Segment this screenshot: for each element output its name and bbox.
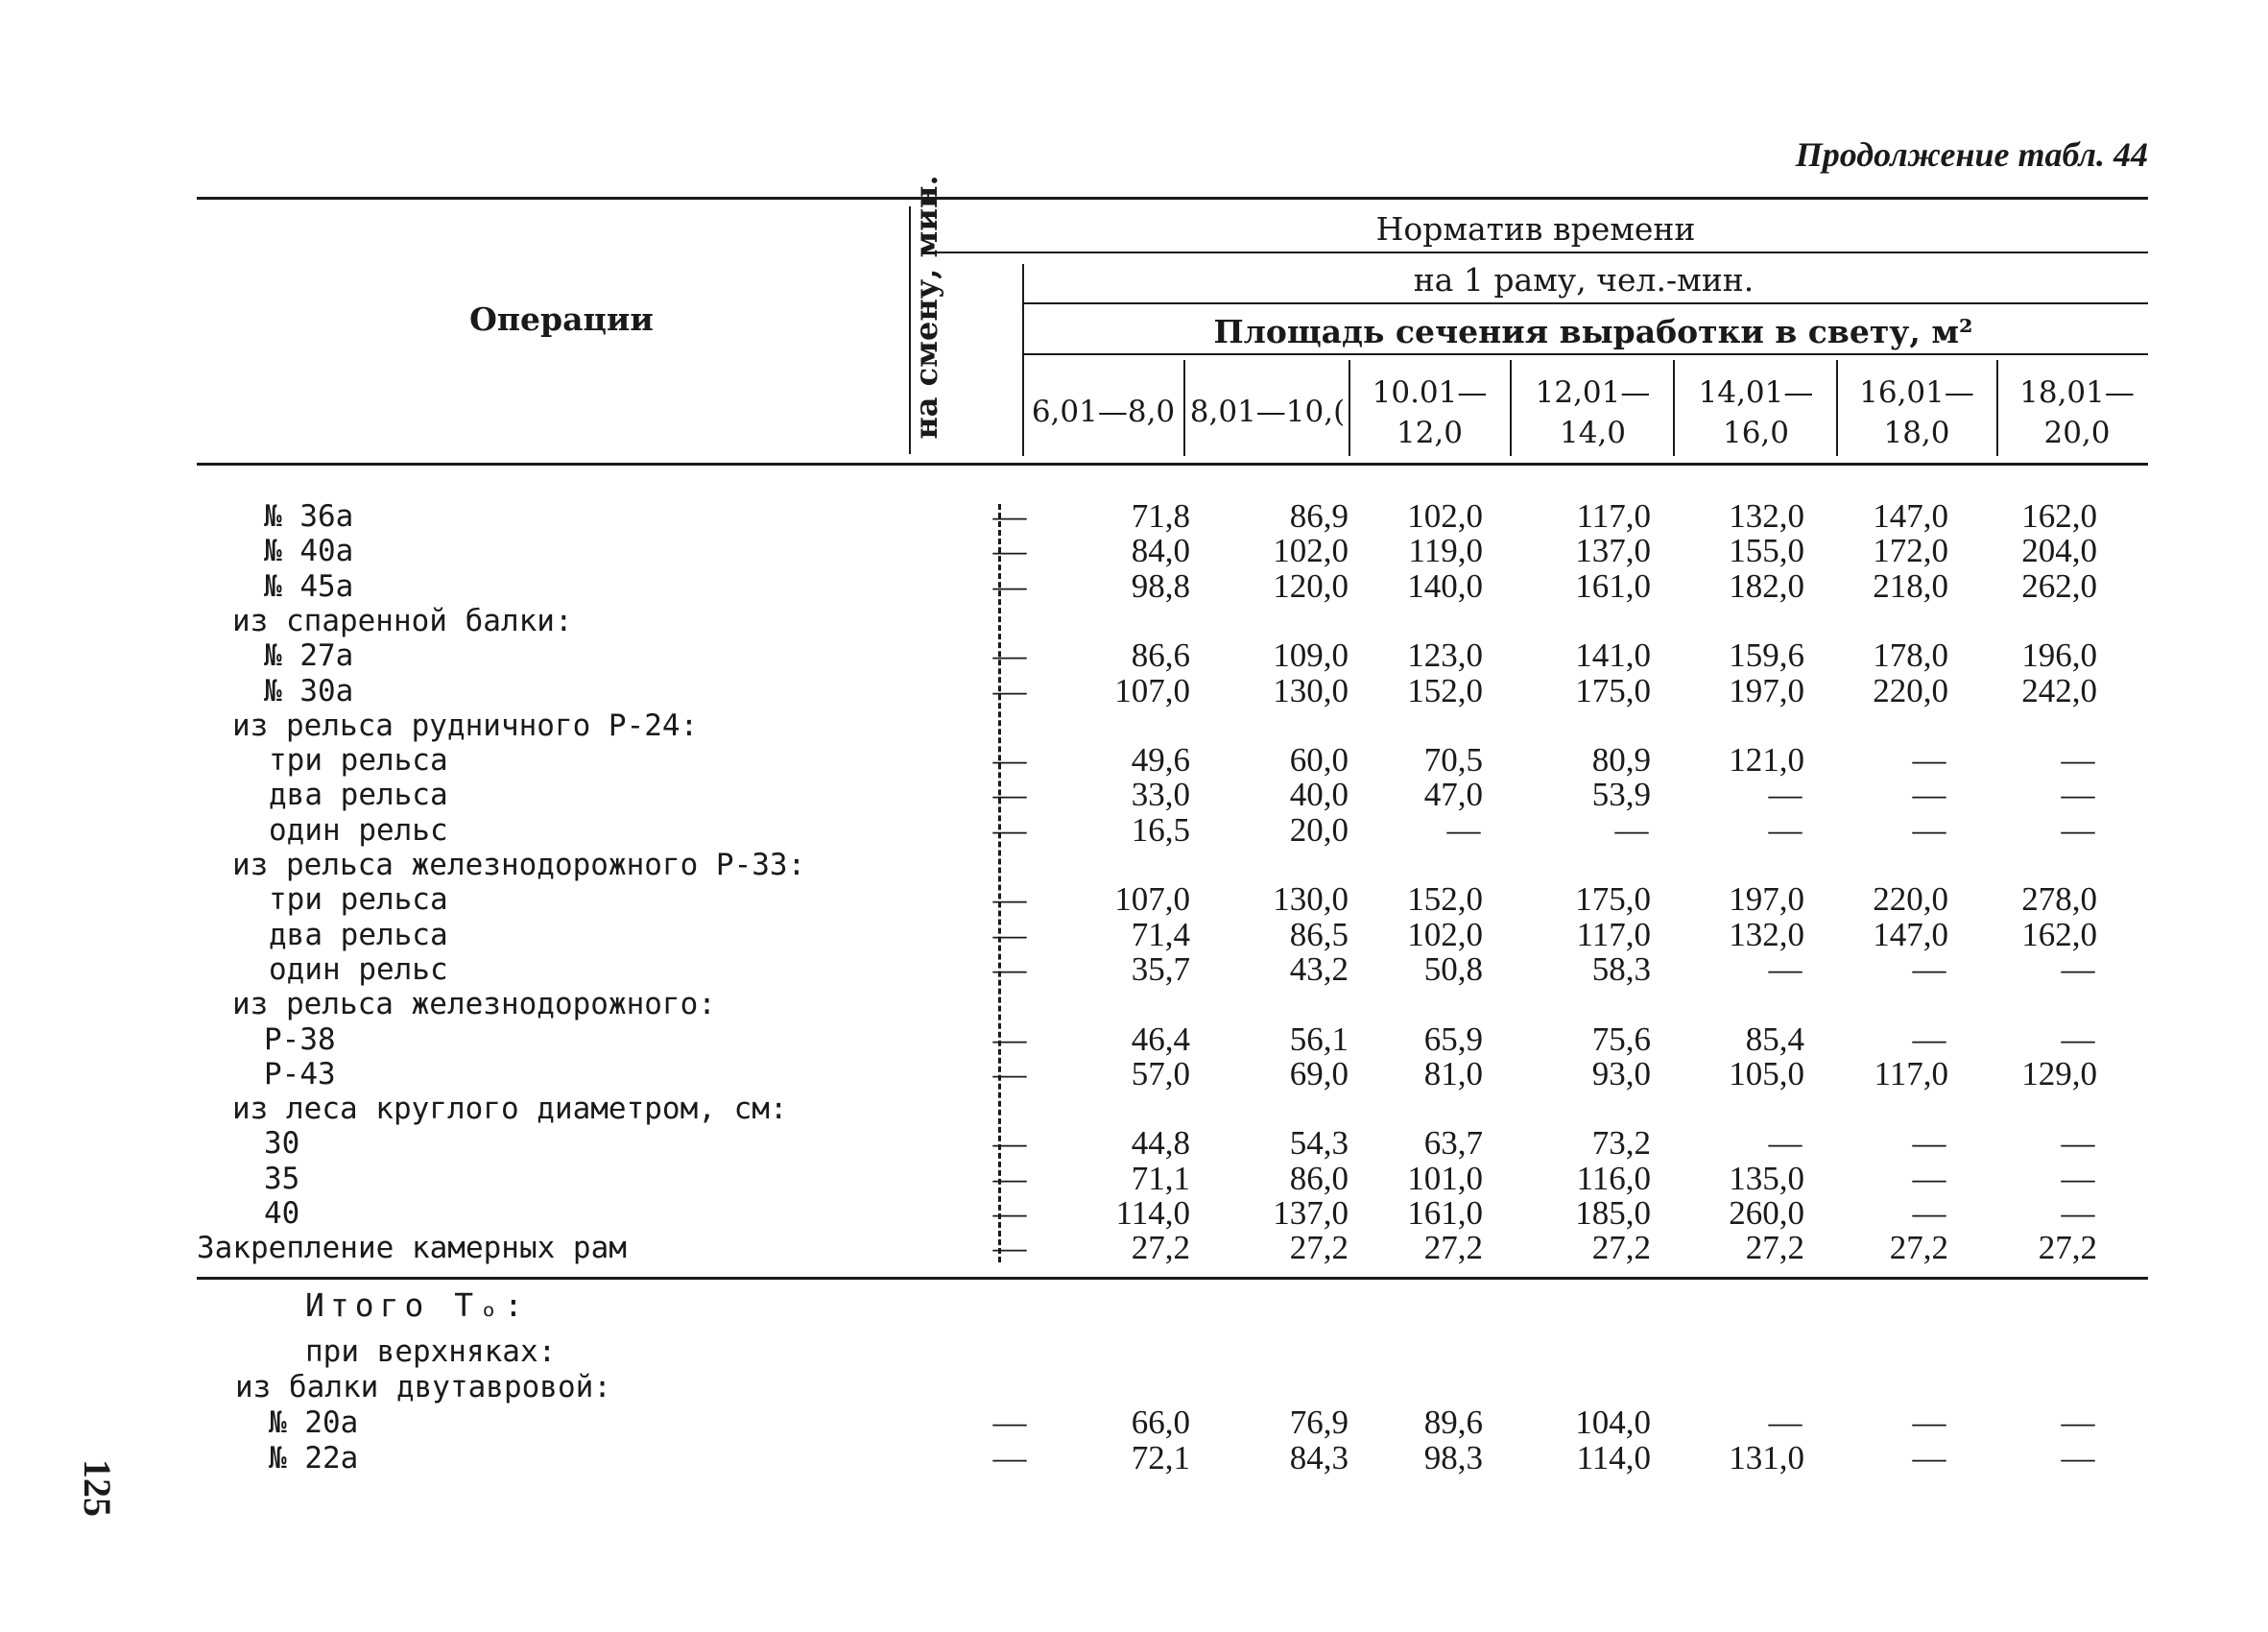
cell-value: 204,0	[2021, 532, 2097, 570]
cell-value: 130,0	[1273, 880, 1349, 919]
cell-value: 161,0	[1575, 566, 1651, 605]
header-divider-c4	[1673, 360, 1675, 456]
cell-value: —	[1912, 1438, 1946, 1476]
row-label: три рельса	[269, 743, 448, 779]
cell-value: 75,6	[1591, 1020, 1651, 1058]
table-row	[0, 638, 2268, 673]
cell-value: 84,3	[1289, 1438, 1349, 1476]
column-header-line-2: 18,0	[1883, 416, 1950, 450]
totals-title-text: Итого Tₒ:	[305, 1286, 529, 1324]
cell-value: 102,0	[1273, 532, 1349, 570]
row-label: Р-38	[264, 1021, 336, 1057]
totals-subheading-2	[0, 1370, 2268, 1404]
column-header-line-2: 12,0	[1396, 416, 1464, 450]
cell-value: —	[1614, 810, 1649, 849]
column-header-1	[1025, 392, 1182, 432]
cell-value: 69,0	[1289, 1054, 1349, 1092]
cell-value: 117,0	[1576, 915, 1651, 953]
cell-value: 123,0	[1407, 636, 1483, 675]
cell-value: 27,2	[1889, 1229, 1948, 1267]
cell-value: 101,0	[1407, 1159, 1483, 1197]
cell-value: 220,0	[1873, 880, 1948, 919]
cell-value: 80,9	[1591, 741, 1651, 780]
per-shift-value: —	[992, 1194, 1027, 1232]
cell-value: —	[1912, 1404, 1946, 1441]
row-label: из рельса железнодорожного Р-33:	[232, 848, 806, 882]
cell-value: 85,4	[1745, 1020, 1804, 1058]
cell-value: 159,6	[1729, 636, 1804, 675]
cell-value: —	[1768, 949, 1802, 988]
header-time-norm: Норматив времени	[1375, 210, 1696, 248]
per-shift-value: —	[992, 776, 1027, 814]
cell-value: 137,0	[1575, 532, 1651, 570]
cell-value: 63,7	[1423, 1124, 1483, 1163]
row-label: 35	[264, 1161, 300, 1196]
cell-value: —	[2061, 1124, 2095, 1163]
row-label: три рельса	[269, 882, 448, 918]
row-label: из рельса железнодорожного:	[232, 987, 716, 1022]
cell-value: 20,0	[1289, 810, 1349, 849]
cell-value: 102,0	[1407, 915, 1483, 953]
cell-value: —	[2061, 1159, 2095, 1197]
cell-value: —	[2061, 1194, 2095, 1232]
column-header-5	[1678, 372, 1834, 453]
cell-value: 46,4	[1131, 1020, 1190, 1058]
cell-value: 178,0	[1873, 636, 1948, 675]
cell-value: 72,1	[1131, 1438, 1190, 1476]
group-heading	[0, 848, 2268, 882]
per-shift-value: —	[992, 741, 1027, 780]
table-row	[0, 949, 2268, 988]
cell-value: 117,0	[1576, 497, 1651, 535]
cell-value: 140,0	[1407, 566, 1483, 605]
cell-value: 58,3	[1591, 949, 1651, 988]
row-label: № 40а	[264, 534, 354, 569]
group-heading	[0, 604, 2268, 638]
cell-value: 27,2	[1131, 1229, 1190, 1267]
cell-value: 71,4	[1131, 915, 1190, 953]
cell-value: 120,0	[1273, 566, 1349, 605]
cell-value: 197,0	[1729, 671, 1804, 709]
cell-value: 93,0	[1591, 1054, 1651, 1092]
cell-value: 135,0	[1729, 1159, 1804, 1197]
row-label: Р-43	[264, 1056, 336, 1092]
column-header-6	[1839, 372, 1994, 453]
table-row	[0, 778, 2268, 812]
cell-value: —	[2061, 949, 2095, 988]
cell-value: 278,0	[2021, 880, 2097, 919]
cell-value: 98,8	[1131, 566, 1190, 605]
cell-value: 114,0	[1576, 1438, 1651, 1476]
table-row	[0, 915, 2268, 953]
cell-value: 86,9	[1289, 497, 1349, 535]
per-shift-value: —	[992, 1159, 1027, 1197]
cell-value: 86,0	[1289, 1159, 1349, 1197]
cell-value: 44,8	[1131, 1124, 1190, 1163]
cell-value: —	[2061, 1404, 2095, 1441]
cell-value: 27,2	[1289, 1229, 1349, 1267]
cell-value: 152,0	[1407, 880, 1483, 919]
cell-value: —	[1912, 1159, 1946, 1197]
cell-value: 98,3	[1423, 1438, 1483, 1476]
row-label: из рельса рудничного Р-24:	[232, 708, 699, 743]
cell-value: —	[2061, 810, 2095, 849]
table-row	[0, 1022, 2268, 1057]
cell-value: 121,0	[1729, 741, 1804, 780]
cell-value: 33,0	[1131, 776, 1190, 814]
header-divider-c3	[1510, 360, 1512, 456]
totals-title	[0, 1288, 2268, 1323]
group-heading	[0, 708, 2268, 743]
header-rule-1	[921, 252, 2148, 253]
cell-value: 105,0	[1729, 1054, 1804, 1092]
cell-value: 262,0	[2021, 566, 2097, 605]
cell-value: 71,1	[1131, 1159, 1190, 1197]
row-label: 40	[264, 1196, 300, 1231]
cell-value: 53,9	[1591, 776, 1651, 814]
cell-value: —	[1912, 1124, 1946, 1163]
header-divider-c2	[1349, 360, 1350, 456]
column-header-4	[1515, 372, 1671, 453]
cell-value: 27,2	[1591, 1229, 1651, 1267]
header-operations: Операции	[469, 300, 654, 338]
cell-value: 197,0	[1729, 880, 1804, 919]
cell-value: 50,8	[1423, 949, 1483, 988]
cell-value: 161,0	[1407, 1194, 1483, 1232]
cell-value: 132,0	[1729, 497, 1804, 535]
cell-value: 175,0	[1575, 880, 1651, 919]
row-label: два рельса	[269, 917, 448, 952]
cell-value: 35,7	[1131, 949, 1190, 988]
header-divider-c6	[1996, 360, 1998, 456]
totals-subheading-1-text: при верхняках:	[305, 1334, 557, 1369]
table-row	[0, 1126, 2268, 1161]
cell-value: 57,0	[1131, 1054, 1190, 1092]
table-row	[0, 810, 2268, 849]
column-header-line-1: 12,01—	[1535, 375, 1651, 410]
cell-value: 66,0	[1131, 1404, 1190, 1441]
row-label: из леса круглого диаметром, см:	[232, 1092, 788, 1127]
per-shift-value: —	[992, 1020, 1027, 1058]
cell-value: 242,0	[2021, 671, 2097, 709]
table-row	[0, 566, 2268, 605]
row-label: № 36а	[264, 499, 354, 534]
row-label: № 22а	[269, 1440, 359, 1476]
cell-value: 104,0	[1575, 1404, 1651, 1441]
per-shift-value: —	[992, 532, 1027, 570]
column-header-line-1: 16,01—	[1859, 375, 1974, 410]
cell-value: 27,2	[1423, 1229, 1483, 1267]
column-header-line-1: 10.01—	[1372, 375, 1488, 410]
cell-value: 107,0	[1114, 671, 1190, 709]
per-shift-value: —	[992, 880, 1027, 919]
cell-value: 132,0	[1729, 915, 1804, 953]
totals-row	[0, 1405, 2268, 1440]
cell-value: 196,0	[2021, 636, 2097, 675]
row-label: Закрепление камерных рам	[197, 1231, 627, 1266]
table-row	[0, 882, 2268, 917]
totals-rule	[197, 1277, 2148, 1280]
per-shift-value: —	[992, 1438, 1027, 1476]
column-header-line-2: 16,0	[1722, 416, 1790, 450]
cell-value: 49,6	[1131, 741, 1190, 780]
header-rule-3	[1022, 353, 2148, 355]
cell-value: —	[2061, 741, 2095, 780]
row-label: № 27а	[264, 638, 354, 674]
cell-value: 89,6	[1423, 1404, 1483, 1441]
cell-value: 43,2	[1289, 949, 1349, 988]
totals-row	[0, 1438, 2268, 1476]
cell-value: 102,0	[1407, 497, 1483, 535]
per-shift-value: —	[992, 1124, 1027, 1163]
cell-value: —	[1768, 776, 1802, 814]
header-divider-c1	[1183, 360, 1185, 456]
cell-value: 185,0	[1575, 1194, 1651, 1232]
table-row	[0, 534, 2268, 568]
cell-value: 131,0	[1729, 1438, 1804, 1476]
cell-value: 119,0	[1408, 532, 1483, 570]
table-caption: Продолжение табл. 44	[1795, 135, 2148, 174]
row-label: из спаренной балки:	[232, 603, 573, 638]
per-shift-value: —	[992, 636, 1027, 675]
cell-value: —	[2061, 1438, 2095, 1476]
totals-subheading-1	[0, 1334, 2268, 1369]
column-header-7	[2000, 372, 2154, 453]
cell-value: —	[1912, 1020, 1946, 1058]
cell-value: 220,0	[1873, 671, 1948, 709]
per-shift-value: —	[992, 1229, 1027, 1267]
table-row	[0, 1196, 2268, 1231]
cell-value: 116,0	[1576, 1159, 1651, 1197]
per-shift-value: —	[992, 497, 1027, 535]
cell-value: 65,9	[1423, 1020, 1483, 1058]
row-label: № 20а	[269, 1405, 359, 1440]
header-area: Площадь сечения выработки в свету, м²	[1213, 313, 1973, 350]
cell-value: 47,0	[1423, 776, 1483, 814]
header-bottom-rule	[197, 463, 2148, 466]
cell-value: 130,0	[1273, 671, 1349, 709]
column-header-line-1: 14,01—	[1698, 375, 1814, 410]
cell-value: 84,0	[1131, 532, 1190, 570]
group-heading	[0, 987, 2268, 1021]
cell-value: 81,0	[1423, 1054, 1483, 1092]
cell-value: —	[1768, 1404, 1802, 1441]
cell-value: 162,0	[2021, 915, 2097, 953]
cell-value: —	[2061, 1020, 2095, 1058]
row-label: два рельса	[269, 778, 448, 813]
cell-value: —	[1912, 949, 1946, 988]
header-rule-2	[1022, 302, 2148, 304]
cell-value: 129,0	[2021, 1054, 2097, 1092]
cell-value: 70,5	[1423, 741, 1483, 780]
cell-value: —	[1912, 776, 1946, 814]
column-header-line-1: 8,01—10,(	[1189, 395, 1346, 429]
page-number: 125	[76, 1459, 119, 1517]
cell-value: 60,0	[1289, 741, 1349, 780]
totals-subheading-2-text: из балки двутавровой:	[235, 1370, 611, 1404]
cell-value: 40,0	[1289, 776, 1349, 814]
cell-value: 16,5	[1131, 810, 1190, 849]
cell-value: 56,1	[1289, 1020, 1349, 1058]
cell-value: 172,0	[1873, 532, 1948, 570]
row-label: один рельс	[269, 812, 448, 848]
column-header-line-2: 20,0	[2043, 416, 2111, 450]
per-shift-value: —	[992, 915, 1027, 953]
cell-value: 218,0	[1873, 566, 1948, 605]
column-header-line-2: 14,0	[1559, 416, 1627, 450]
column-header-line-1: 6,01—8,0	[1031, 395, 1176, 429]
cell-value: 175,0	[1575, 671, 1651, 709]
cell-value: 71,8	[1131, 497, 1190, 535]
cell-value: —	[1912, 810, 1946, 849]
cell-value: 86,5	[1289, 915, 1349, 953]
table-row	[0, 1231, 2268, 1265]
cell-value: 27,2	[2038, 1229, 2097, 1267]
cell-value: 117,0	[1874, 1054, 1948, 1092]
per-shift-value: —	[992, 810, 1027, 849]
cell-value: —	[1446, 810, 1481, 849]
cell-value: 162,0	[2021, 497, 2097, 535]
column-header-2	[1188, 392, 1347, 432]
row-label: № 45а	[264, 568, 354, 604]
cell-value: 86,6	[1131, 636, 1190, 675]
cell-value: 114,0	[1115, 1194, 1190, 1232]
cell-value: 54,3	[1289, 1124, 1349, 1163]
per-shift-value: —	[992, 1054, 1027, 1092]
cell-value: 137,0	[1273, 1194, 1349, 1232]
cell-value: —	[1768, 1124, 1802, 1163]
cell-value: —	[2061, 776, 2095, 814]
row-label: один рельс	[269, 951, 448, 987]
per-shift-value: —	[992, 1404, 1027, 1441]
cell-value: 147,0	[1873, 915, 1948, 953]
group-heading	[0, 1092, 2268, 1126]
cell-value: 260,0	[1729, 1194, 1804, 1232]
header-per-frame: на 1 раму, чел.-мин.	[1413, 261, 1755, 299]
cell-value: 147,0	[1873, 497, 1948, 535]
cell-value: 152,0	[1407, 671, 1483, 709]
per-shift-value: —	[992, 671, 1027, 709]
cell-value: —	[1912, 1194, 1946, 1232]
cell-value: 109,0	[1273, 636, 1349, 675]
row-label: 30	[264, 1126, 300, 1162]
header-divider-c5	[1836, 360, 1838, 456]
cell-value: —	[1912, 741, 1946, 780]
per-shift-value: —	[992, 949, 1027, 988]
cell-value: 107,0	[1114, 880, 1190, 919]
header-divider-shift	[1022, 264, 1024, 456]
table-row	[0, 1159, 2268, 1197]
row-label: № 30а	[264, 673, 354, 708]
table-row	[0, 671, 2268, 709]
header-per-shift: на смену, мин.	[908, 175, 944, 440]
cell-value: 141,0	[1575, 636, 1651, 675]
column-header-3	[1351, 372, 1508, 453]
cell-value: —	[1768, 810, 1802, 849]
cell-value: 76,9	[1289, 1404, 1349, 1441]
cell-value: 155,0	[1729, 532, 1804, 570]
top-rule	[197, 197, 2148, 200]
table-row	[0, 499, 2268, 534]
column-header-line-1: 18,01—	[2019, 375, 2135, 410]
table-row	[0, 743, 2268, 778]
table-row	[0, 1054, 2268, 1092]
cell-value: 182,0	[1729, 566, 1804, 605]
cell-value: 27,2	[1745, 1229, 1804, 1267]
per-shift-value: —	[992, 566, 1027, 605]
cell-value: 73,2	[1591, 1124, 1651, 1163]
